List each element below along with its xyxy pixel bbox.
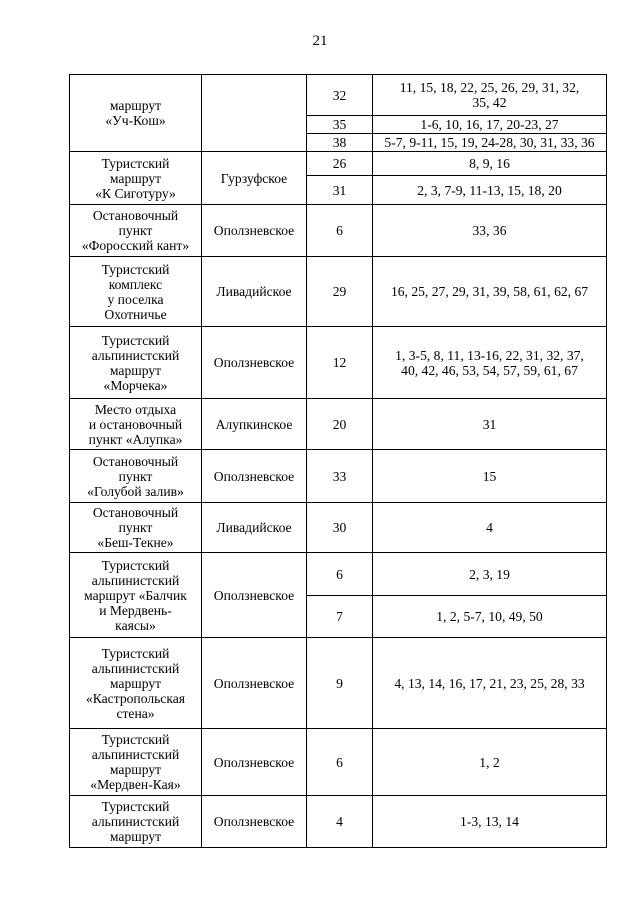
object-name-cell	[70, 75, 202, 152]
object-name-line: «Беш-Текне»	[97, 535, 174, 550]
sites-cell	[373, 75, 607, 116]
object-name-line: «Уч-Кош»	[105, 113, 166, 128]
block-number-cell: 32	[307, 75, 373, 116]
sites-line: 2, 3, 19	[469, 566, 510, 582]
block-number-cell: 6	[307, 205, 373, 257]
table-row	[70, 503, 607, 553]
object-name-line: маршрут	[109, 829, 162, 844]
sites-cell	[373, 205, 607, 257]
object-name-line: Место отдыха	[94, 401, 177, 417]
sites-line: 4	[486, 520, 493, 535]
object-name-line: маршрут	[109, 762, 162, 777]
object-name-cell	[70, 503, 202, 553]
object-name-line: комплекс	[108, 276, 163, 292]
sites-cell	[373, 134, 607, 152]
object-name-line: и остановочный	[88, 416, 183, 432]
object-name-line: Остановочный	[92, 453, 179, 469]
forestry-cell: Оползневское	[202, 638, 307, 729]
object-name-line: маршрут	[109, 98, 162, 113]
table-row	[70, 729, 607, 796]
object-name-line: каясы»	[115, 617, 156, 633]
block-number-cell: 7	[307, 596, 373, 638]
sites-line: 8, 9, 16	[469, 156, 510, 171]
block-number-cell: 33	[307, 450, 373, 503]
sites-line: 11, 15, 18, 22, 25, 26, 29, 31, 32,	[399, 80, 580, 95]
sites-line: 1, 2	[479, 754, 500, 770]
object-name-line: Туристский	[101, 732, 170, 747]
block-number-cell: 6	[307, 729, 373, 796]
object-name-line: Туристский	[101, 332, 170, 348]
sites-cell	[373, 503, 607, 553]
block-number-cell: 38	[307, 134, 373, 152]
object-name-line: альпинистский	[91, 572, 180, 588]
object-name-line: Туристский	[101, 799, 170, 814]
object-name-line: маршрут	[109, 675, 162, 691]
sites-cell	[373, 152, 607, 176]
table-row	[70, 205, 607, 257]
sites-line: 35, 42	[472, 95, 507, 110]
block-number-cell: 30	[307, 503, 373, 553]
sites-cell	[373, 729, 607, 796]
block-number-cell: 4	[307, 796, 373, 848]
forestry-cell: Оползневское	[202, 796, 307, 848]
forestry-cell: Гурзуфское	[202, 152, 307, 205]
recreation-sites-table	[69, 74, 607, 848]
object-name-line: пункт	[118, 520, 153, 535]
sites-cell	[373, 399, 607, 450]
forestry-cell	[202, 75, 307, 152]
object-name-cell	[70, 553, 202, 638]
object-name-cell	[70, 399, 202, 450]
block-number-cell: 26	[307, 152, 373, 176]
object-name-cell	[70, 327, 202, 399]
table-row	[70, 152, 607, 176]
object-name-line: «Голубой залив»	[87, 483, 184, 499]
table-row	[70, 450, 607, 503]
object-name-line: пункт «Алупка»	[88, 431, 183, 447]
object-name-line: Охотничье	[104, 306, 167, 322]
sites-cell	[373, 638, 607, 729]
object-name-line: маршрут «Балчик	[84, 587, 187, 603]
object-name-line: «К Сиготуру»	[95, 185, 176, 201]
forestry-cell: Ливадийское	[202, 503, 307, 553]
sites-line: 16, 25, 27, 29, 31, 39, 58, 61, 62, 67	[390, 284, 589, 299]
object-name-line: «Кастропольская	[85, 690, 186, 706]
sites-cell	[373, 116, 607, 134]
object-name-line: альпинистский	[91, 747, 180, 762]
sites-line: 1, 2, 5-7, 10, 49, 50	[436, 609, 543, 624]
table-row	[70, 638, 607, 729]
table-row	[70, 796, 607, 848]
object-name-line: альпинистский	[91, 347, 180, 363]
object-name-line: «Морчека»	[103, 377, 168, 393]
block-number-cell: 29	[307, 257, 373, 327]
sites-line: 31	[482, 416, 497, 432]
block-number-cell: 6	[307, 553, 373, 596]
sites-cell	[373, 553, 607, 596]
sites-line: 4, 13, 14, 16, 17, 21, 23, 25, 28, 33	[394, 675, 585, 691]
sites-line: 1-3, 13, 14	[460, 814, 519, 829]
object-name-line: стена»	[116, 705, 155, 721]
forestry-cell: Оползневское	[202, 205, 307, 257]
object-name-line: пункт	[118, 223, 153, 238]
block-number-cell: 20	[307, 399, 373, 450]
sites-cell	[373, 796, 607, 848]
table-row	[70, 257, 607, 327]
sites-line: 40, 42, 46, 53, 54, 57, 59, 61, 67	[401, 362, 578, 378]
object-name-cell	[70, 638, 202, 729]
sites-line: 5-7, 9-11, 15, 19, 24-28, 30, 31, 33, 36	[384, 135, 595, 150]
sites-cell	[373, 596, 607, 638]
object-name-line: «Форосский кант»	[81, 238, 190, 253]
sites-line: 15	[482, 468, 497, 484]
table-row	[70, 75, 607, 116]
block-number-cell: 9	[307, 638, 373, 729]
object-name-line: Туристский	[101, 155, 170, 171]
object-name-line: альпинистский	[91, 814, 180, 829]
object-name-line: Остановочный	[92, 505, 179, 520]
table-row	[70, 327, 607, 399]
object-name-line: Остановочный	[92, 208, 179, 223]
forestry-cell: Алупкинское	[202, 399, 307, 450]
sites-line: 2, 3, 7-9, 11-13, 15, 18, 20	[417, 182, 562, 198]
sites-cell	[373, 450, 607, 503]
forestry-cell: Оползневское	[202, 450, 307, 503]
object-name-line: маршрут	[109, 170, 162, 186]
forestry-cell: Оползневское	[202, 553, 307, 638]
sites-cell	[373, 257, 607, 327]
object-name-line: Туристский	[101, 557, 170, 573]
object-name-line: у поселка	[107, 291, 164, 307]
forestry-cell: Оползневское	[202, 729, 307, 796]
sites-line: 33, 36	[472, 223, 507, 238]
block-number-cell: 35	[307, 116, 373, 134]
table-row	[70, 399, 607, 450]
sites-cell	[373, 176, 607, 205]
object-name-line: маршрут	[109, 362, 162, 378]
object-name-line: Туристский	[101, 645, 170, 661]
object-name-line: Туристский	[101, 261, 170, 277]
sites-line: 1-6, 10, 16, 17, 20-23, 27	[420, 117, 559, 132]
object-name-cell	[70, 205, 202, 257]
object-name-cell	[70, 729, 202, 796]
block-number-cell: 31	[307, 176, 373, 205]
forestry-cell: Оползневское	[202, 327, 307, 399]
block-number-cell: 12	[307, 327, 373, 399]
object-name-cell	[70, 257, 202, 327]
object-name-cell	[70, 152, 202, 205]
page-number: 21	[312, 33, 328, 49]
object-name-cell	[70, 450, 202, 503]
object-name-cell	[70, 796, 202, 848]
sites-line: 1, 3-5, 8, 11, 13-16, 22, 31, 32, 37,	[395, 347, 584, 363]
table-row	[70, 553, 607, 596]
object-name-line: «Мердвен-Кая»	[90, 777, 181, 792]
forestry-cell: Ливадийское	[202, 257, 307, 327]
object-name-line: и Мердвень-	[99, 602, 172, 618]
object-name-line: пункт	[118, 468, 153, 484]
object-name-line: альпинистский	[91, 660, 180, 676]
sites-cell	[373, 327, 607, 399]
